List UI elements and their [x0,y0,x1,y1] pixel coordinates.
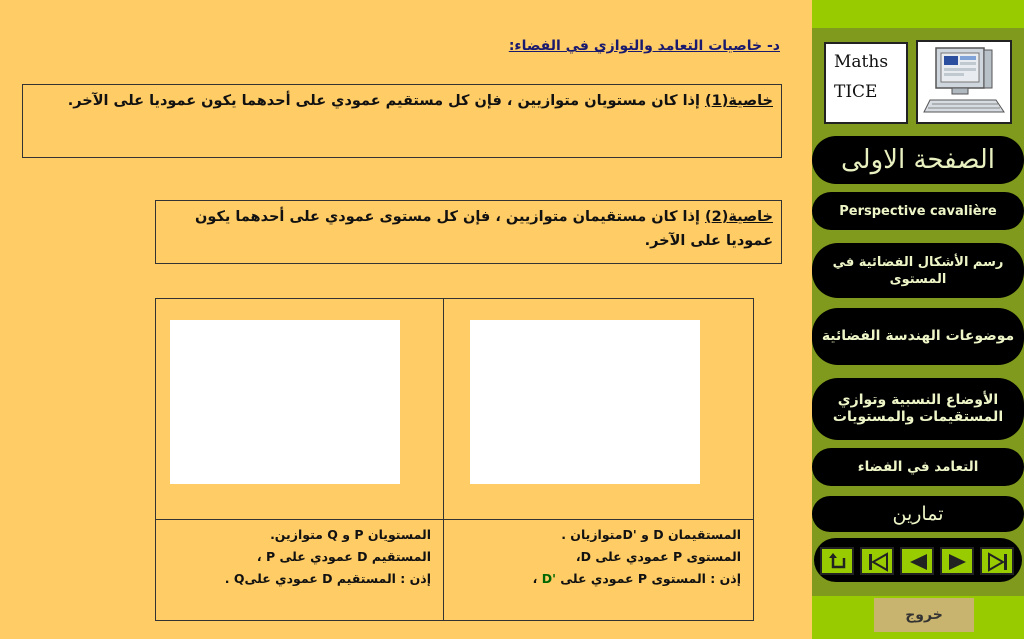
caption-left-line3: إذن : المستقيم D عمودي علىQ . [224,571,431,586]
logo-line-2: TICE [834,82,878,102]
property-1-number: (1) [705,93,729,109]
arrow-right-icon [947,552,969,572]
computer-icon [916,40,1012,124]
skip-back-icon [867,552,889,572]
caption-left-line1: المستويان P و Q متوازين. [270,527,431,542]
sidebar [812,0,1024,639]
caption-cell-left [156,520,444,620]
property-2-text: إذا كان مستقيمان متوازيين ، فإن كل مستوى عمودي على أحدهما يكون عموديا على الآخر. [194,209,773,249]
nav-perspective-label: Perspective cavalière [839,203,997,219]
property-2-number: (2) [705,209,729,225]
figure-cell-left [156,299,444,520]
property-1-box [22,84,782,158]
nav-orthogonality-button[interactable] [812,448,1024,486]
figure-planes-image [170,320,400,484]
caption-cell-right [444,520,753,620]
nav-drawing-label: رسم الأشكال الفضائية في المستوى [832,254,1004,287]
section-title-text: د- خاصيات التعامد والتوازي في الفضاء: [508,38,780,54]
nav-home-button[interactable] [812,136,1024,184]
nav-drawing-button[interactable] [812,243,1024,298]
arrow-left-icon [907,552,929,572]
figure-cell-right [444,299,753,520]
property-2-label: خاصية [728,209,773,225]
return-icon [827,552,849,572]
nav-exercises-label: تمارين [892,503,944,525]
caption-right-line2: المستوى P عمودي على D، [575,549,741,564]
caption-left [225,524,431,590]
figure-lines-image [470,320,700,484]
first-slide-button[interactable] [860,547,894,575]
nav-topics-label: موضوعات الهندسة الفضائية [821,328,1015,344]
caption-left-line2: المستقيم D عمودي على P ، [256,549,431,564]
nav-relative-positions-button[interactable] [812,378,1024,440]
next-slide-button[interactable] [940,547,974,575]
exit-label: خروج [905,607,943,623]
navigation-controls [814,538,1022,582]
exit-button[interactable] [874,598,974,632]
logo-line-1: Maths [834,52,889,72]
property-2-box [155,200,782,264]
return-button[interactable] [820,547,854,575]
previous-slide-button[interactable] [900,547,934,575]
property-1-text: إذا كان مستويان متوازيين ، فإن كل مستقيم عمودي على أحدهما يكون عموديا على الآخر. [67,93,705,109]
nav-orthogonality-label: التعامد في الفضاء [857,459,979,475]
nav-perspective-button[interactable] [812,192,1024,230]
caption-right [533,524,741,590]
property-1-label: خاصية [728,93,773,109]
nav-topics-button[interactable] [812,308,1024,365]
nav-relative-positions-label: الأوضاع النسبية وتوازي المستقيمات والمستويات [832,392,1004,425]
maths-tice-logo [824,42,908,124]
section-title [470,38,780,54]
skip-forward-icon [987,552,1009,572]
nav-home-label: الصفحة الاولى [840,145,996,175]
nav-exercises-button[interactable] [812,496,1024,532]
last-slide-button[interactable] [980,547,1014,575]
caption-right-line3: إذن : المستوى P عمودي على 'D ، [532,571,741,586]
caption-right-line1: المستقيمان D و 'Dمتوازيان . [561,527,741,542]
sidebar-top-band [812,0,1024,28]
figures-table [155,298,754,621]
